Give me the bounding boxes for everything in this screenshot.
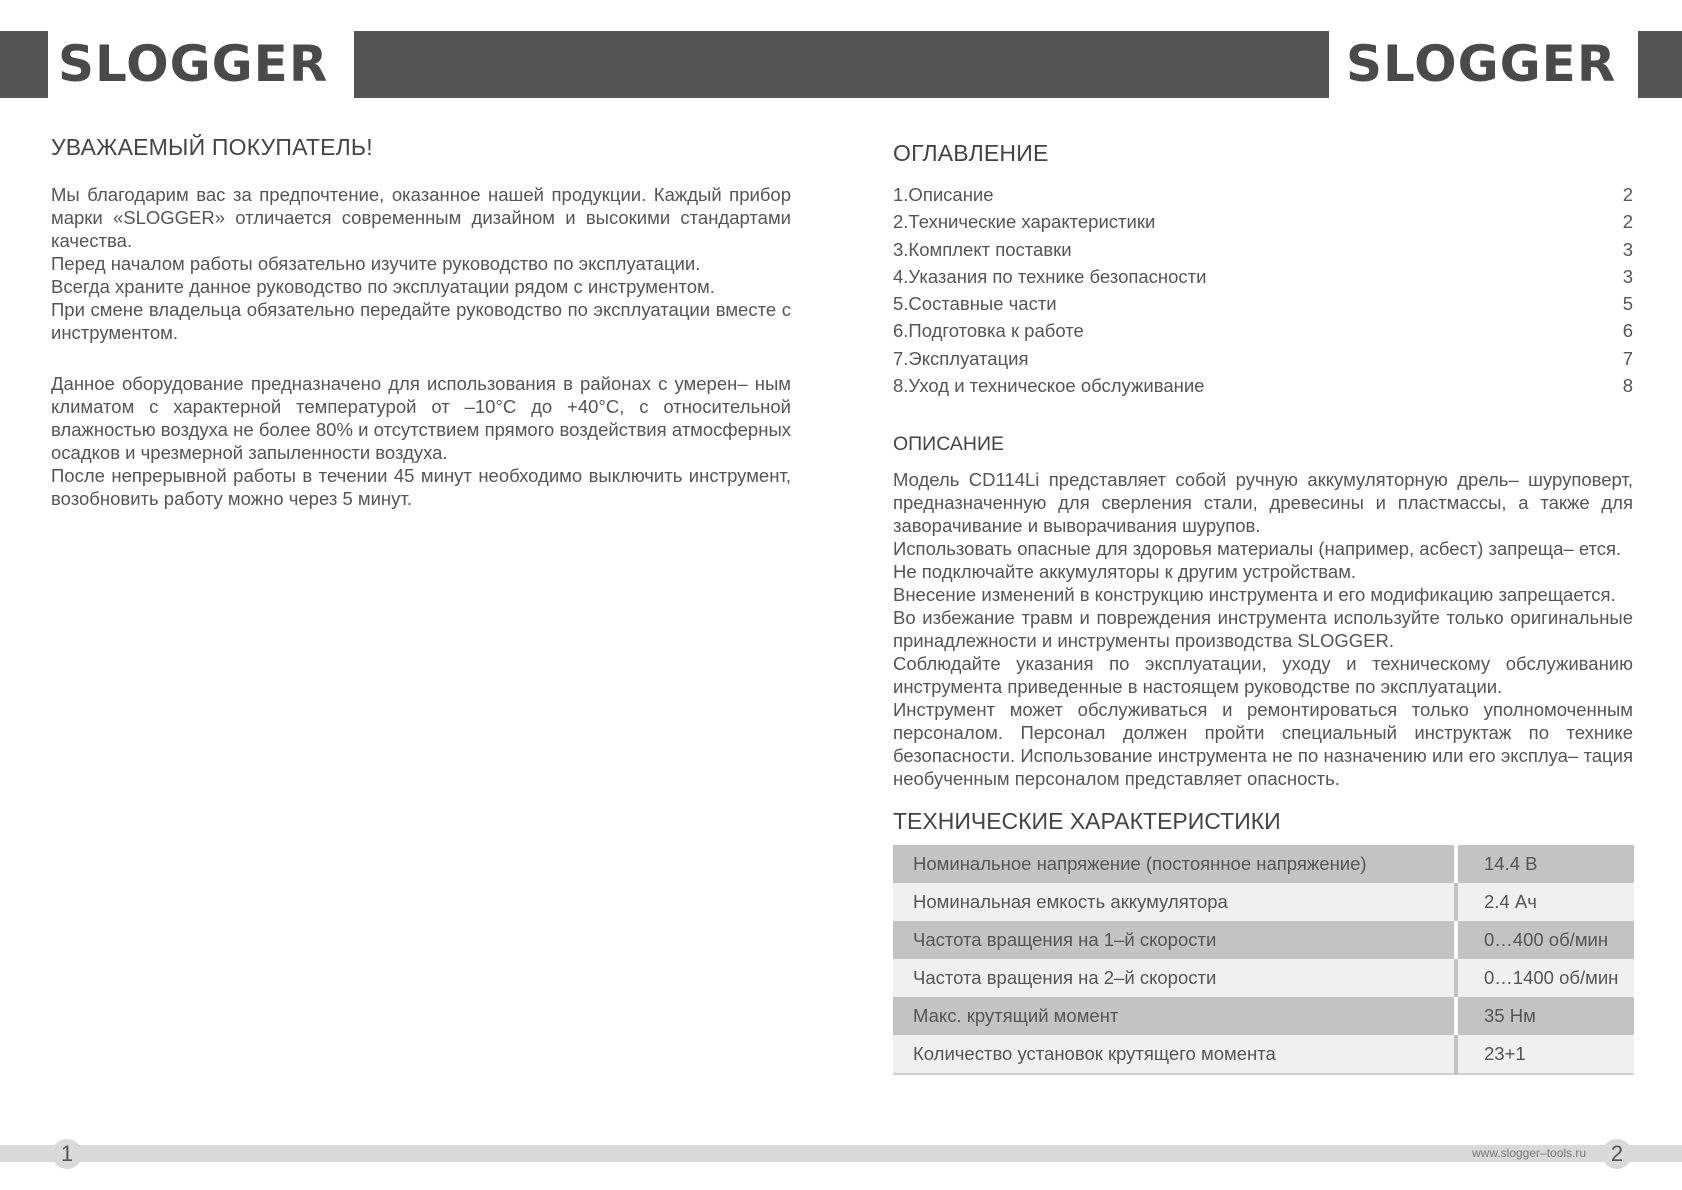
right-page: [893, 134, 1633, 1075]
spec-name: Частота вращения на 2–й скорости: [893, 959, 1456, 997]
brand-logo-left: SLOGGER: [58, 35, 329, 93]
website-link[interactable]: www.slogger–tools.ru: [1472, 1146, 1587, 1160]
toc-item-page: 6: [1622, 320, 1633, 342]
toc-item-label: 5.Составные части: [893, 293, 1057, 315]
header-bar-right: [1638, 31, 1682, 98]
page-number-left: 1: [52, 1139, 82, 1169]
toc-item-page: 8: [1622, 375, 1633, 397]
toc-item[interactable]: [893, 290, 1633, 317]
spec-value: 0…400 об/мин: [1456, 921, 1634, 959]
table-row: [893, 845, 1634, 883]
intro-paragraph: Мы благодарим вас за предпочтение, оказанное нашей продукции. Каждый прибор марки «SLOGGER» отличается современным дизайном и высокими стандартами качества.: [51, 184, 791, 251]
toc-item-page: 7: [1622, 347, 1633, 369]
toc-title: ОГЛАВЛЕНИЕ: [893, 140, 1049, 166]
description-paragraph: Инструмент может обслуживаться и ремонтироваться только уполномоченным персоналом. Персонал должен пройти специальный инструктаж по технике безопасности. Использование инструмента не по назначению или его эксплуа– тация необученным персоналом представляет опасность.: [893, 699, 1633, 790]
description-paragraph: Соблюдайте указания по эксплуатации, уходу и техническому обслуживанию инструмента приведенные в настоящем руководстве по эксплуатации.: [893, 653, 1633, 698]
table-of-contents: [893, 181, 1633, 399]
toc-item[interactable]: [893, 263, 1633, 290]
toc-item-label: 7.Эксплуатация: [893, 347, 1029, 369]
footer-bar: [0, 1145, 1682, 1162]
toc-item-label: 8.Уход и техническое обслуживание: [893, 375, 1205, 397]
spec-name: Номинальная емкость аккумулятора: [893, 883, 1456, 921]
spec-value: 2.4 Ач: [1456, 883, 1634, 921]
table-row: [893, 883, 1634, 921]
specs-table: [893, 845, 1634, 1075]
spec-value: 14.4 В: [1456, 845, 1634, 883]
header-bar-left: [0, 31, 48, 98]
brand-logo-right: SLOGGER: [1346, 35, 1617, 93]
spec-name: Номинальное напряжение (постоянное напряжение): [893, 845, 1456, 883]
spec-name: Количество установок крутящего момента: [893, 1035, 1456, 1074]
toc-item[interactable]: [893, 317, 1633, 344]
page-title-dear-customer: УВАЖАЕМЫЙ ПОКУПАТЕЛЬ!: [51, 134, 373, 160]
toc-item-label: 2.Технические характеристики: [893, 211, 1156, 233]
toc-item[interactable]: [893, 236, 1633, 263]
table-row: [893, 921, 1634, 959]
section-title-specs: ТЕХНИЧЕСКИЕ ХАРАКТЕРИСТИКИ: [893, 808, 1281, 835]
page-number-right: 2: [1602, 1139, 1632, 1169]
usage-conditions-paragraph: Данное оборудование предназначено для использования в районах с умерен– ным климатом с характерной температурой от –10°С до +40°С, с относительной влажностью воздуха не более 80% и отсутствием прямого воздействия атмосферных осадков и чрезмерной запыленности воздуха.: [51, 373, 791, 463]
spec-value: 0…1400 об/мин: [1456, 959, 1634, 997]
intro-paragraph: При смене владельца обязательно передайте руководство по эксплуатации вместе с инструментом.: [51, 299, 791, 343]
toc-item-page: 2: [1622, 184, 1633, 205]
description-paragraph: Внесение изменений в конструкцию инструмента и его модификацию запрещается.: [893, 584, 1616, 606]
toc-item-page: 5: [1622, 293, 1633, 315]
spec-name: Частота вращения на 1–й скорости: [893, 921, 1456, 959]
section-title-description: ОПИСАНИЕ: [893, 433, 1004, 456]
intro-paragraph: Перед началом работы обязательно изучите руководство по эксплуатации.: [51, 253, 701, 274]
toc-item[interactable]: [893, 345, 1633, 372]
toc-item-page: 3: [1622, 265, 1633, 287]
toc-item-page: 3: [1622, 238, 1633, 260]
toc-item-label: 3.Комплект поставки: [893, 238, 1072, 260]
table-row: [893, 959, 1634, 997]
toc-item-page: 2: [1622, 211, 1633, 233]
spec-name: Макс. крутящий момент: [893, 997, 1456, 1035]
toc-item-label: 6.Подготовка к работе: [893, 320, 1084, 342]
table-row: [893, 997, 1634, 1035]
description-paragraph: Модель CD114Li представляет собой ручную аккумуляторную дрель– шуруповерт, предназначенную для сверления стали, древесины и пластмассы, а также для заворачивание и выворачивания шурупов.: [893, 469, 1633, 537]
usage-conditions-paragraph: После непрерывной работы в течении 45 минут необходимо выключить инструмент, возобновить работу можно через 5 минут.: [51, 465, 791, 509]
spec-value: 35 Нм: [1456, 997, 1634, 1035]
intro-paragraph: Всегда храните данное руководство по эксплуатации рядом с инструментом.: [51, 276, 715, 297]
toc-item[interactable]: [893, 372, 1633, 399]
header-bar-middle: [354, 31, 1329, 98]
description-paragraph: Использовать опасные для здоровья материалы (например, асбест) запреща– ется.: [893, 538, 1622, 560]
table-row: [893, 1035, 1634, 1074]
spec-value: 23+1: [1456, 1035, 1634, 1074]
toc-item[interactable]: [893, 181, 1633, 208]
toc-item[interactable]: [893, 208, 1633, 235]
toc-item-label: 1.Описание: [893, 184, 994, 205]
description-paragraph: Во избежание травм и повреждения инструмента используйте только оригинальные принадлежности и инструменты производства SLOGGER.: [893, 607, 1633, 652]
description-paragraph: Не подключайте аккумуляторы к другим устройствам.: [893, 561, 1357, 583]
left-page: [51, 134, 791, 510]
toc-item-label: 4.Указания по технике безопасности: [893, 265, 1207, 287]
